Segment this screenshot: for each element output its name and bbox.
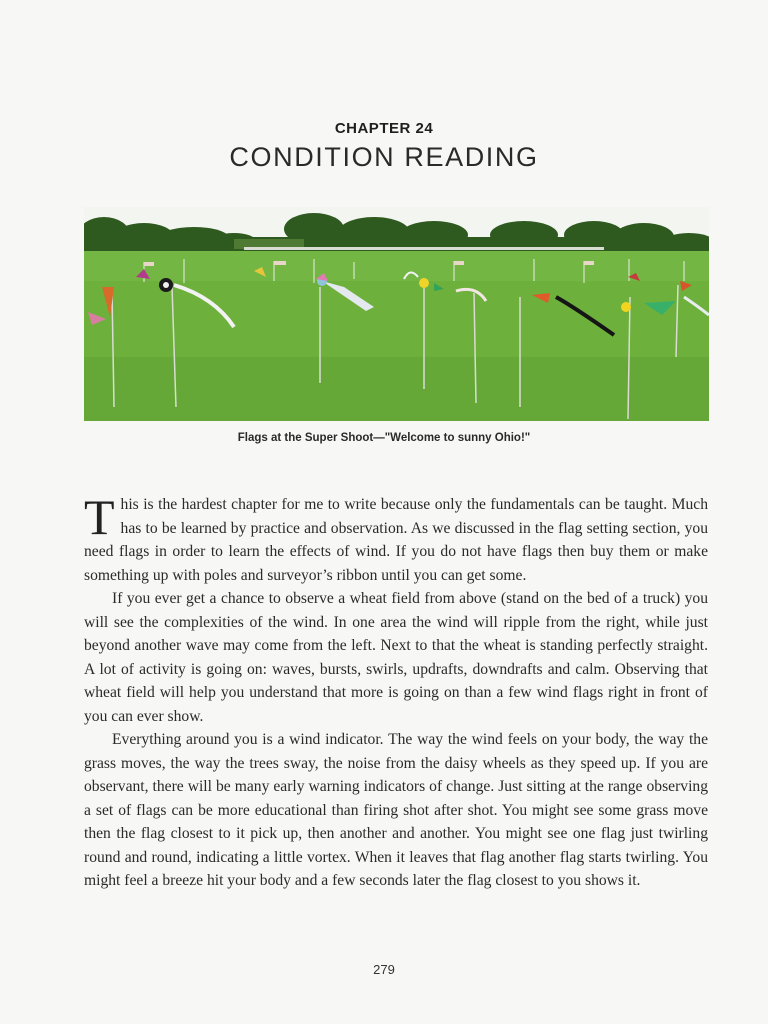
chapter-title: CONDITION READING (229, 142, 539, 172)
wind-flags-photo (84, 207, 709, 421)
paragraph-3: Everything around you is a wind indicator. The way the wind feels on your body, the way the grass moves, the way the trees sway, the noise from the daisy wheels as they speed up. If you are observant, there will be many early warning indicators of change. Just sitting at the range observing a set of flags can be more educational than firing shot after shot. You might see some grass move then the flag closest to it pick up, then another and another. You might see one flag just twirling round and round, indicating a little vortex. When it leaves that flag another flag starts twirling. You might feel a breeze hit your body and a few seconds later the flag closest to you shows it. (84, 731, 708, 889)
page-number: 279 (373, 962, 395, 977)
figure-caption: Flags at the Super Shoot—"Welcome to sunny Ohio!" (237, 432, 531, 444)
paragraph-2: If you ever get a chance to observe a wheat field from above (stand on the bed of a truck) you will see the complexities of the wind. In one area the wind will ripple from the right, while just beyond another wave may come from the left. Next to that the wheat is standing perfectly straight. A lot of activity is going on: waves, bursts, swirls, updrafts, downdrafts and calm. Observing that wheat field will help you understand that more is going on than a few wind flags right in front of you can ever show. (84, 590, 708, 725)
drop-cap: T (84, 489, 115, 545)
chapter-number: CHAPTER 24 (334, 120, 434, 137)
chapter-body (84, 489, 708, 893)
paragraph-1-text: his is the hardest chapter for me to write because only the fundamentals can be taught. Much has to be learned by practice and observation. As we discussed in the flag setting section, you need flags in order to learn the effects of wind. If you do not have flags then buy them or make something up with poles and surveyor’s ribbon until you can get some. (84, 496, 708, 584)
paragraph-1 (84, 489, 708, 587)
